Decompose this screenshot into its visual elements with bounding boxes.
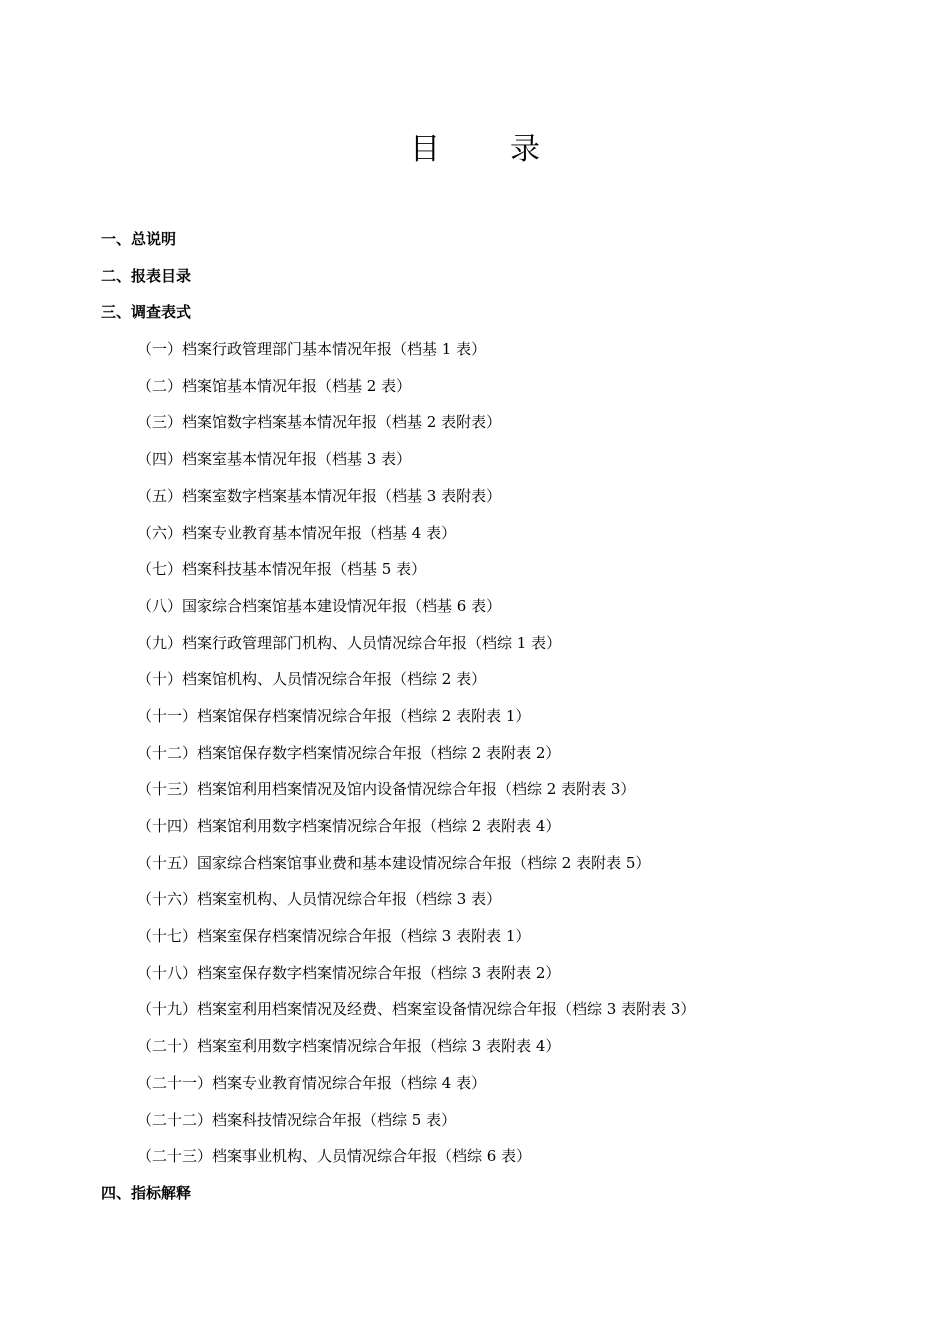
page-title: [0, 128, 950, 172]
toc-entry[interactable]: （十二）档案馆保存数字档案情况综合年报（档综 2 表附表 2）: [137, 743, 561, 762]
toc-entry[interactable]: （十）档案馆机构、人员情况综合年报（档综 2 表）: [137, 670, 487, 689]
title-char-1: 目: [410, 132, 440, 167]
toc-entry[interactable]: （七）档案科技基本情况年报（档基 5 表）: [137, 560, 427, 579]
toc-entry[interactable]: （二十三）档案事业机构、人员情况综合年报（档综 6 表）: [137, 1147, 532, 1166]
toc-section-heading[interactable]: 二、报表目录: [101, 266, 192, 285]
toc-entry[interactable]: （十九）档案室利用档案情况及经费、档案室设备情况综合年报（档综 3 表附表 3）: [137, 1000, 696, 1019]
toc-entry[interactable]: （三）档案馆数字档案基本情况年报（档基 2 表附表）: [137, 413, 502, 432]
toc-entry[interactable]: （十六）档案室机构、人员情况综合年报（档综 3 表）: [137, 890, 502, 909]
toc-entry[interactable]: （十四）档案馆利用数字档案情况综合年报（档综 2 表附表 4）: [137, 817, 561, 835]
toc-entry[interactable]: （二十二）档案科技情况综合年报（档综 5 表）: [137, 1110, 457, 1129]
toc-entry[interactable]: （十八）档案室保存数字档案情况综合年报（档综 3 表附表 2）: [137, 963, 561, 982]
toc-entry[interactable]: （一）档案行政管理部门基本情况年报（档基 1 表）: [137, 340, 487, 359]
toc-section-heading[interactable]: 三、调查表式: [101, 303, 192, 322]
toc-entry[interactable]: （四）档案室基本情况年报（档基 3 表）: [137, 450, 412, 469]
toc-section-heading[interactable]: 一、总说明: [101, 230, 177, 248]
toc-entry[interactable]: （八）国家综合档案馆基本建设情况年报（档基 6 表）: [137, 596, 502, 615]
toc-entry[interactable]: （十七）档案室保存档案情况综合年报（档综 3 表附表 1）: [137, 927, 531, 946]
toc-entry[interactable]: （九）档案行政管理部门机构、人员情况综合年报（档综 1 表）: [137, 633, 562, 652]
toc-entry[interactable]: （十一）档案馆保存档案情况综合年报（档综 2 表附表 1）: [137, 706, 531, 725]
toc-entry[interactable]: （五）档案室数字档案基本情况年报（档基 3 表附表）: [137, 486, 502, 505]
toc-entry[interactable]: （十五）国家综合档案馆事业费和基本建设情况综合年报（档综 2 表附表 5）: [137, 853, 651, 872]
title-char-2: 录: [510, 132, 540, 167]
toc-entry[interactable]: （二十一）档案专业教育情况综合年报（档综 4 表）: [137, 1073, 487, 1092]
toc-entry[interactable]: （十三）档案馆利用档案情况及馆内设备情况综合年报（档综 2 表附表 3）: [137, 780, 636, 799]
toc-section-heading[interactable]: 四、指标解释: [101, 1183, 192, 1202]
toc-entry[interactable]: （六）档案专业教育基本情况年报（档基 4 表）: [137, 523, 457, 542]
toc-entry[interactable]: （二十）档案室利用数字档案情况综合年报（档综 3 表附表 4）: [137, 1037, 561, 1056]
toc-entry[interactable]: （二）档案馆基本情况年报（档基 2 表）: [137, 376, 412, 395]
table-of-contents: [101, 221, 901, 1212]
